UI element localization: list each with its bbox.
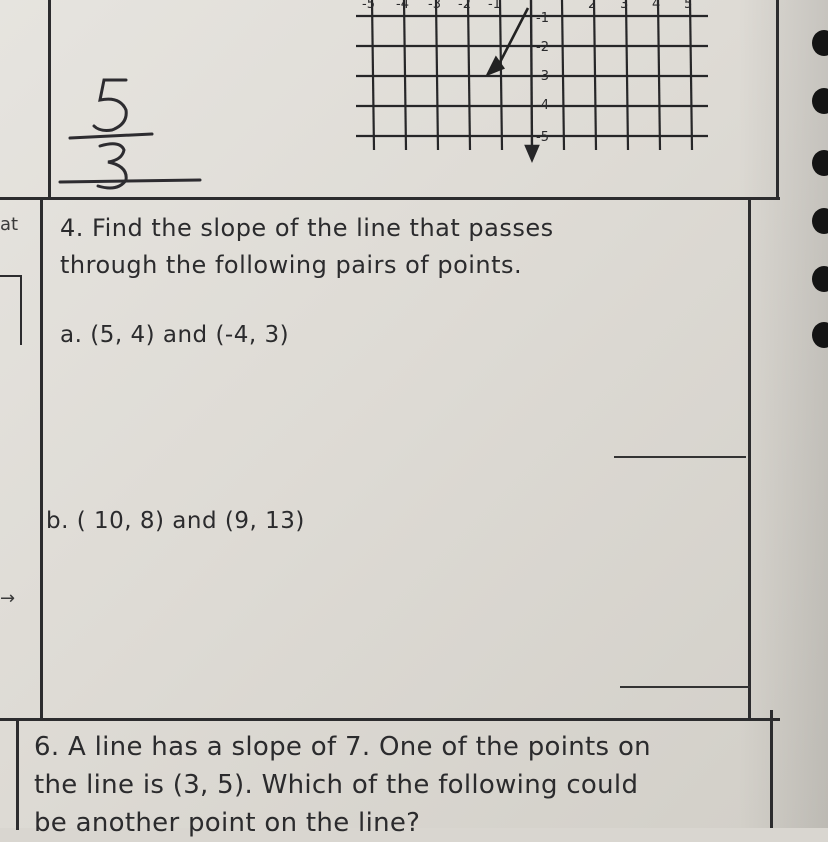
cutoff-text: at [0,214,19,235]
y-tick-label: -3 [536,69,549,84]
y-tick-label: -2 [536,40,549,55]
handwritten-fraction [60,80,200,188]
question-4-part-a: a. (5, 4) and (-4, 3) [60,322,290,348]
question-6 [34,728,651,842]
question-4-part-b: b. ( 10, 8) and (9, 13) [46,508,305,534]
question-4-line-1: 4. Find the slope of the line that passes [60,214,554,242]
y-tick-label: -4 [536,98,549,113]
x-tick-label: 5 [684,0,693,12]
axis-arrow-icon [526,146,538,160]
question-6-line-3: be another point on the line? [34,808,421,838]
question-4 [60,210,554,284]
x-tick-label: 3 [620,0,629,12]
x-tick-label: -2 [458,0,471,12]
y-tick-label: -1 [536,11,549,26]
x-tick-label: -4 [396,0,409,12]
y-tick-label: -5 [536,130,549,145]
x-tick-label: -5 [362,0,375,12]
x-tick-label: 2 [588,0,597,12]
question-6-line-1: 6. A line has a slope of 7. One of the points on [34,732,651,762]
question-6-line-2: the line is (3, 5). Which of the following could [34,770,639,800]
x-tick-label: -3 [428,0,441,12]
x-tick-label: 4 [652,0,661,12]
answer-blank-b[interactable] [620,686,750,688]
arrow-icon: → [0,588,16,609]
answer-blank-a[interactable] [614,456,746,458]
x-tick-label: -1 [488,0,501,12]
question-4-line-2: through the following pairs of points. [60,251,523,279]
plotted-line [488,8,528,74]
